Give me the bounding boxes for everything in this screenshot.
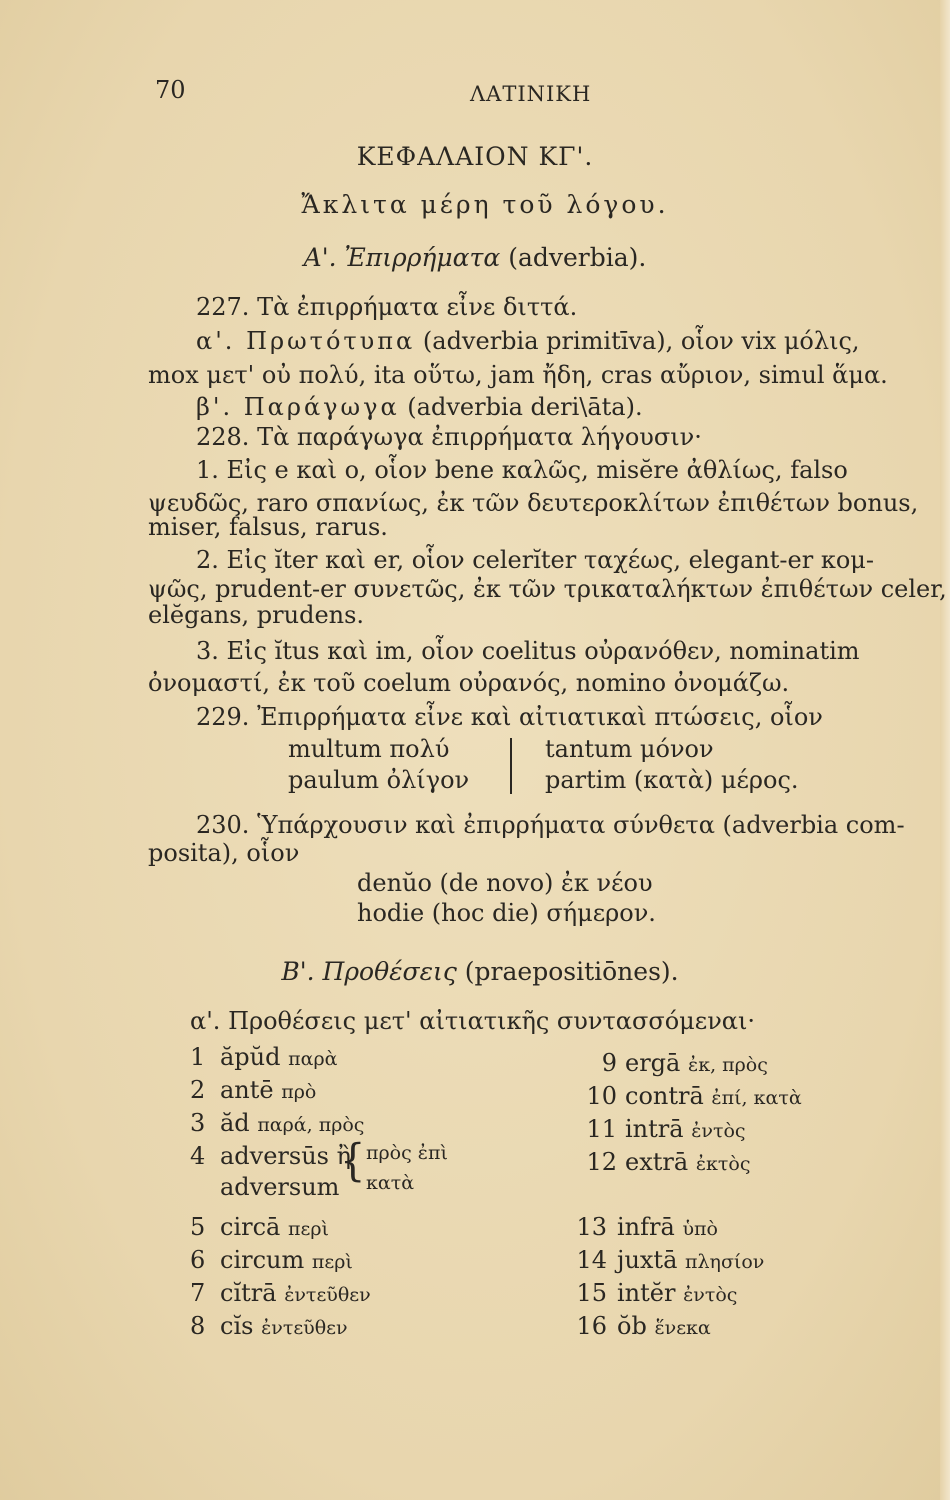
p228-heading: 228. Τὰ παράγωγα ἐπιρρήματα λήγουσιν· [196,423,702,451]
p229-left-item: paulum ὀλίγον [288,766,470,794]
prep-list-right-2 [567,1212,764,1344]
page-edge [940,0,950,1500]
section-b-label: Β'. Προθέσεις [281,957,457,986]
p227-heading: 227. Τὰ ἐπιρρήματα εἶνε διττά. [196,293,578,321]
prep-list-left-2 [190,1212,371,1344]
prep-item: 9 ergā ἐκ, πρὸς [601,1049,768,1077]
chapter-title: ΚΕΦΑΛΑΙΟΝ ΚΓ'. [356,142,594,171]
p228-rule2-line2: ψῶς, prudent-er συνετῶς, ἐκ τῶν τρικαταλήκτων ἐπιθέτων celer, [148,575,947,603]
p229-left-item: multum πολύ [288,735,450,763]
brace-bracket: { [340,1135,366,1187]
prep-item: 6 circum περὶ [190,1246,353,1274]
prep4-gloss [366,1138,448,1198]
p227-b-prefix: β'. Παράγωγα [196,393,400,421]
column-divider [510,738,512,794]
prep-item: 2 antē πρὸ [190,1076,317,1104]
p228-rule2-line3: elĕgans, prudens. [148,601,365,629]
prep-item: 16 ŏb ἕνεκα [576,1312,711,1340]
prep-item: adversum [220,1173,340,1201]
prep-item: 8 cĭs ἐντεῦθεν [190,1312,348,1340]
p230-example2: hodie (hoc die) σήμερον. [357,899,656,927]
p227-a-rest: (adverbia primitīva), οἷον vix μόλις, [422,327,860,355]
prep-item: 7 cĭtrā ἐντεῦθεν [190,1279,371,1307]
p230-line2: posita), οἷον [148,839,300,867]
prep-item: 1 ăpŭd παρὰ [190,1043,338,1071]
prep-list-left [190,1042,364,1203]
running-title: ΛΑΤΙΝΙΚΗ [470,82,592,106]
prep-item: 12 extrā ἐκτὸς [586,1148,751,1176]
p227-a-prefix: α'. Πρωτότυπα [196,327,416,355]
p230-line1: 230. Ὑπάρχουσιν καὶ ἐπιρρήματα σύνθετα (adverbia com- [196,811,905,839]
p229-heading: 229. Ἐπιρρήματα εἶνε καὶ αἰτιατικαὶ πτώσεις, οἷον [196,703,823,731]
section-b-latin: (praepositiōnes). [464,957,679,986]
p228-rule2-line1: 2. Εἰς ĭter καὶ er, οἷον celerĭter ταχέως, elegant-er κομ- [196,546,874,574]
prep-item: 15 intĕr ἐντὸς [576,1279,738,1307]
p228-rule1-line1: 1. Εἰς e καὶ o, οἷον bene καλῶς, misĕre ἀθλίως, falso [196,456,848,484]
section-a-heading [0,243,950,272]
prep-item: 13 infrā ὑπὸ [576,1213,718,1241]
prep4-gloss-item: κατὰ [366,1172,415,1194]
p227-b-rest: (adverbia deri\āta). [407,393,643,421]
section-b-heading [0,957,950,986]
p227-a-line1 [196,326,860,356]
prep4-gloss-item: πρὸς ἐπὶ [366,1142,448,1164]
p228-rule3-line1: 3. Εἰς ĭtus καὶ im, οἷον coelitus οὐρανόθεν, nominatim [196,637,860,665]
p228-rule1-line2: ψευδῶς, raro σπανίως, ἐκ τῶν δευτεροκλίτων ἐπιθέτων bonus, [148,489,919,517]
section-a-label: Α'. Ἐπιρρήματα [303,243,501,272]
prep-intro: α'. Προθέσεις μετ' αἰτιατικῆς συντασσόμεναι· [190,1007,756,1035]
p229-right-item: tantum μόνον [545,735,714,763]
prep-item: 3 ăd παρά, πρὸς [190,1109,365,1137]
page-number: 70 [155,76,186,104]
prep-item: 11 intrā ἐντὸς [586,1115,746,1143]
prep-item: 10 contrā ἐπί, κατὰ [586,1082,802,1110]
p227-a-line2: mox μετ' οὐ πολύ, ita οὕτω, jam ἤδη, cras αὔριον, simul ἅμα. [148,361,888,389]
prep-list-right [577,1048,802,1180]
p228-rule1-line3: miser, falsus, rarus. [148,513,388,541]
p230-example1: denŭo (de novo) ἐκ νέου [357,869,653,897]
prep-item: 14 juxtā πλησίον [576,1246,765,1274]
p227-b-line [196,392,643,422]
p229-left-column [288,734,469,796]
p228-rule3-line2: ὀνομαστί, ἐκ τοῦ coelum οὐρανός, nomino ὀνομάζω. [148,669,790,697]
chapter-subtitle: Ἄκλιτα μέρη τοῦ λόγου. [301,190,669,219]
p229-right-column [545,734,799,796]
prep-item: 4 adversūs ἢ [190,1142,352,1170]
section-a-latin: (adverbia). [508,243,647,272]
p229-right-item: partim (κατὰ) μέρος. [545,766,799,794]
prep-item: 5 circā περὶ [190,1213,329,1241]
